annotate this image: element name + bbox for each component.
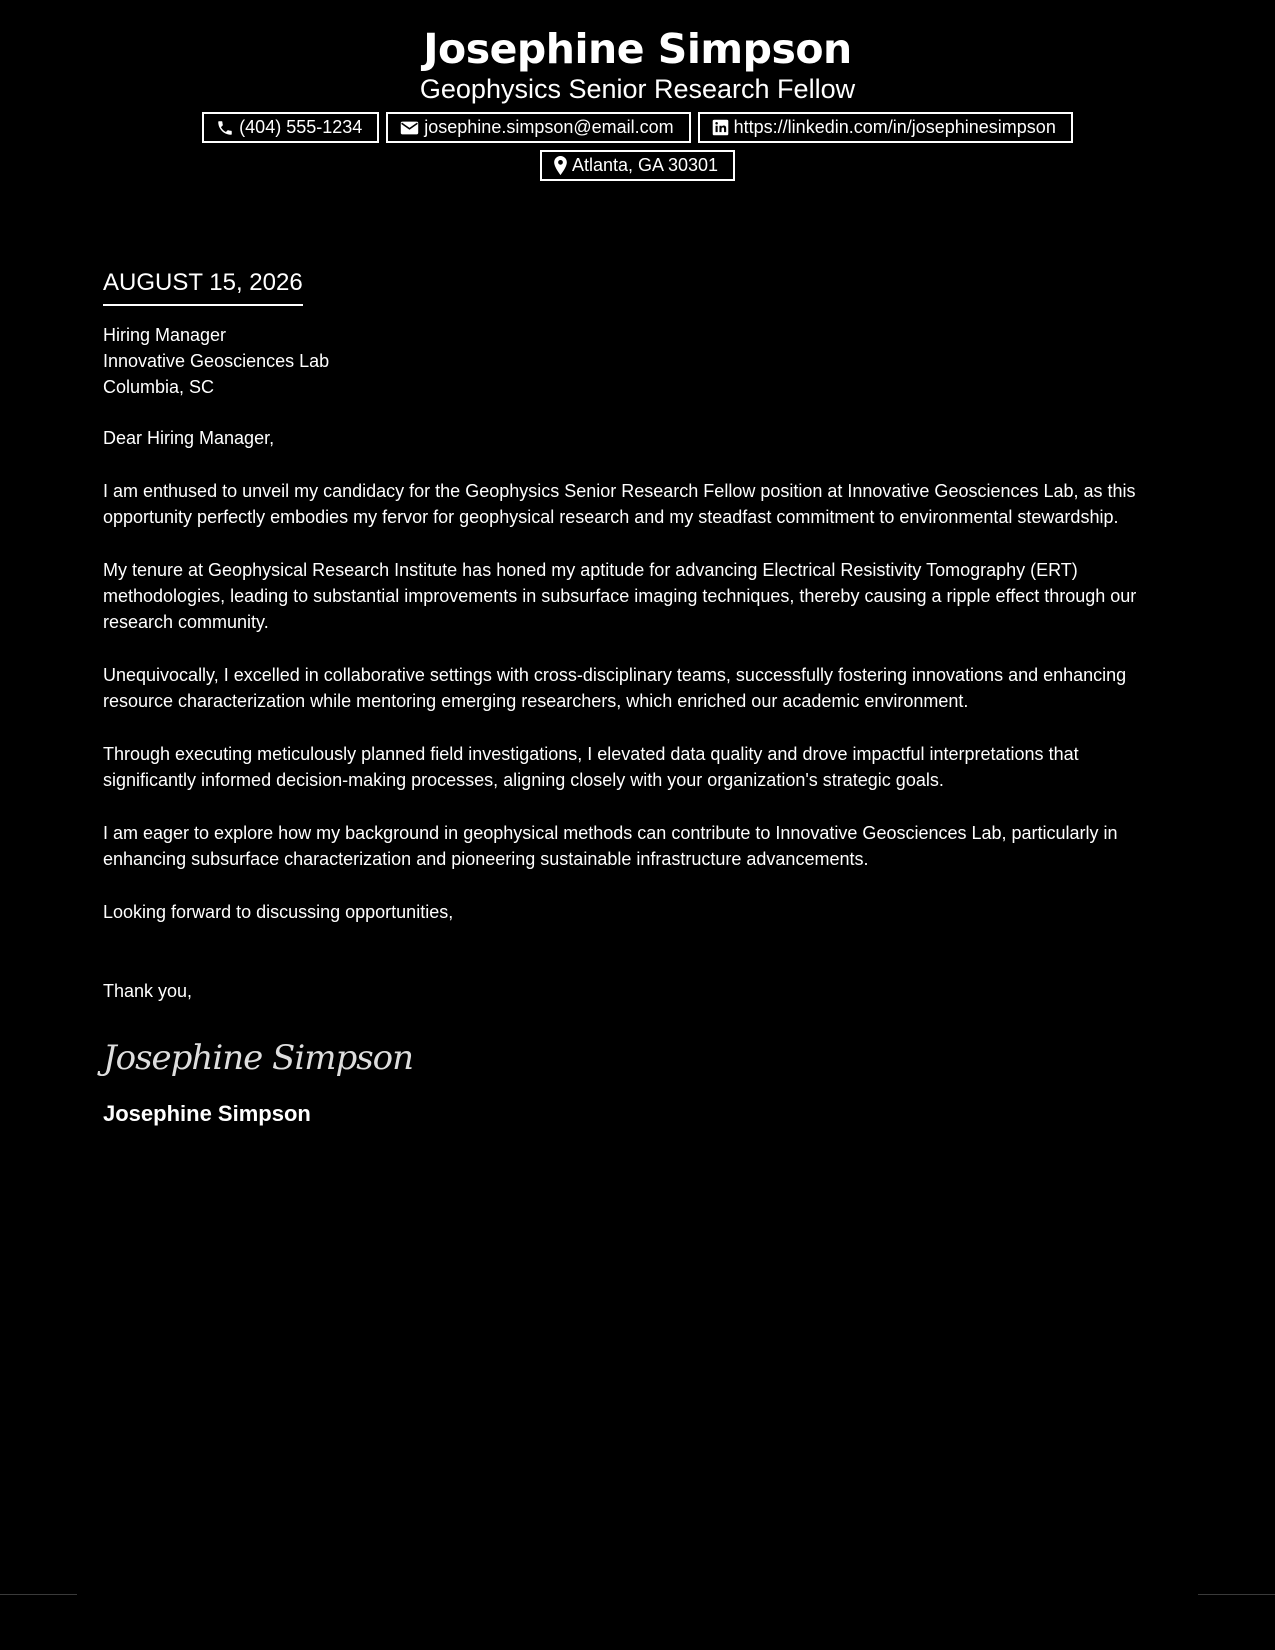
- footer-divider-right: [1198, 1594, 1275, 1595]
- thanks-line: Thank you,: [103, 981, 193, 1001]
- recipient-location: Columbia, SC: [103, 377, 215, 397]
- linkedin-url: https://linkedin.com/in/josephinesimpson: [733, 117, 1056, 137]
- body-paragraph: I am enthused to unveil my candidacy for the Geophysics Senior Research Fellow position at Innovative Geosciences Lab, as this opportunity perfectly embodies my fervor for geophysical research and my steadfast commitment to environmental stewardship.: [103, 481, 1136, 527]
- applicant-title: Geophysics Senior Research Fellow: [419, 74, 856, 104]
- salutation: Dear Hiring Manager,: [103, 428, 275, 448]
- recipient-block: [103, 322, 1175, 400]
- contact-linkedin[interactable]: [698, 112, 1073, 143]
- linkedin-icon: [712, 119, 729, 136]
- contact-email[interactable]: [386, 112, 690, 143]
- signer-name: Josephine Simpson: [103, 1101, 311, 1126]
- phone-number: (404) 555-1234: [239, 117, 363, 137]
- contact-phone[interactable]: [202, 112, 379, 143]
- letter-header: [0, 22, 1275, 181]
- recipient-company: Innovative Geosciences Lab: [103, 351, 330, 371]
- contact-location: [540, 150, 735, 181]
- map-pin-icon: [554, 156, 567, 175]
- applicant-name: Josephine Simpson: [423, 25, 852, 73]
- body-paragraph: Unequivocally, I excelled in collaborative settings with cross-disciplinary teams, successfully fostering innovations and enhancing resource characterization while mentoring emerging researchers, which enriched our academic environment.: [103, 665, 1127, 711]
- body-paragraph: I am eager to explore how my background in geophysical methods can contribute to Innovative Geosciences Lab, particularly in enhancing subsurface characterization and pioneering sustainable infrastructure advancements.: [103, 823, 1118, 869]
- contact-row-secondary: [0, 150, 1275, 181]
- envelope-icon: [400, 120, 419, 136]
- body-paragraph: Through executing meticulously planned field investigations, I elevated data quality and drove impactful interpretations that significantly informed decision-making processes, aligning closely with your organization's strategic goals.: [103, 744, 1079, 790]
- contact-row-primary: [0, 112, 1275, 143]
- handwritten-signature: Josephine Simpson: [103, 1038, 414, 1078]
- location-text: Atlanta, GA 30301: [571, 155, 719, 175]
- letter-date: AUGUST 15, 2026: [103, 266, 303, 306]
- phone-icon: [216, 119, 234, 137]
- footer-divider-left: [0, 1594, 77, 1595]
- closing-line: Looking forward to discussing opportunities,: [103, 902, 454, 922]
- body-paragraph: My tenure at Geophysical Research Institute has honed my aptitude for advancing Electrical Resistivity Tomography (ERT) methodologies, leading to substantial improvements in subsurface imaging techniques, thereby causing a ripple effect through our research community.: [103, 560, 1137, 632]
- recipient-name: Hiring Manager: [103, 325, 227, 345]
- email-address: josephine.simpson@email.com: [424, 117, 674, 137]
- letter-body: [103, 266, 1175, 1128]
